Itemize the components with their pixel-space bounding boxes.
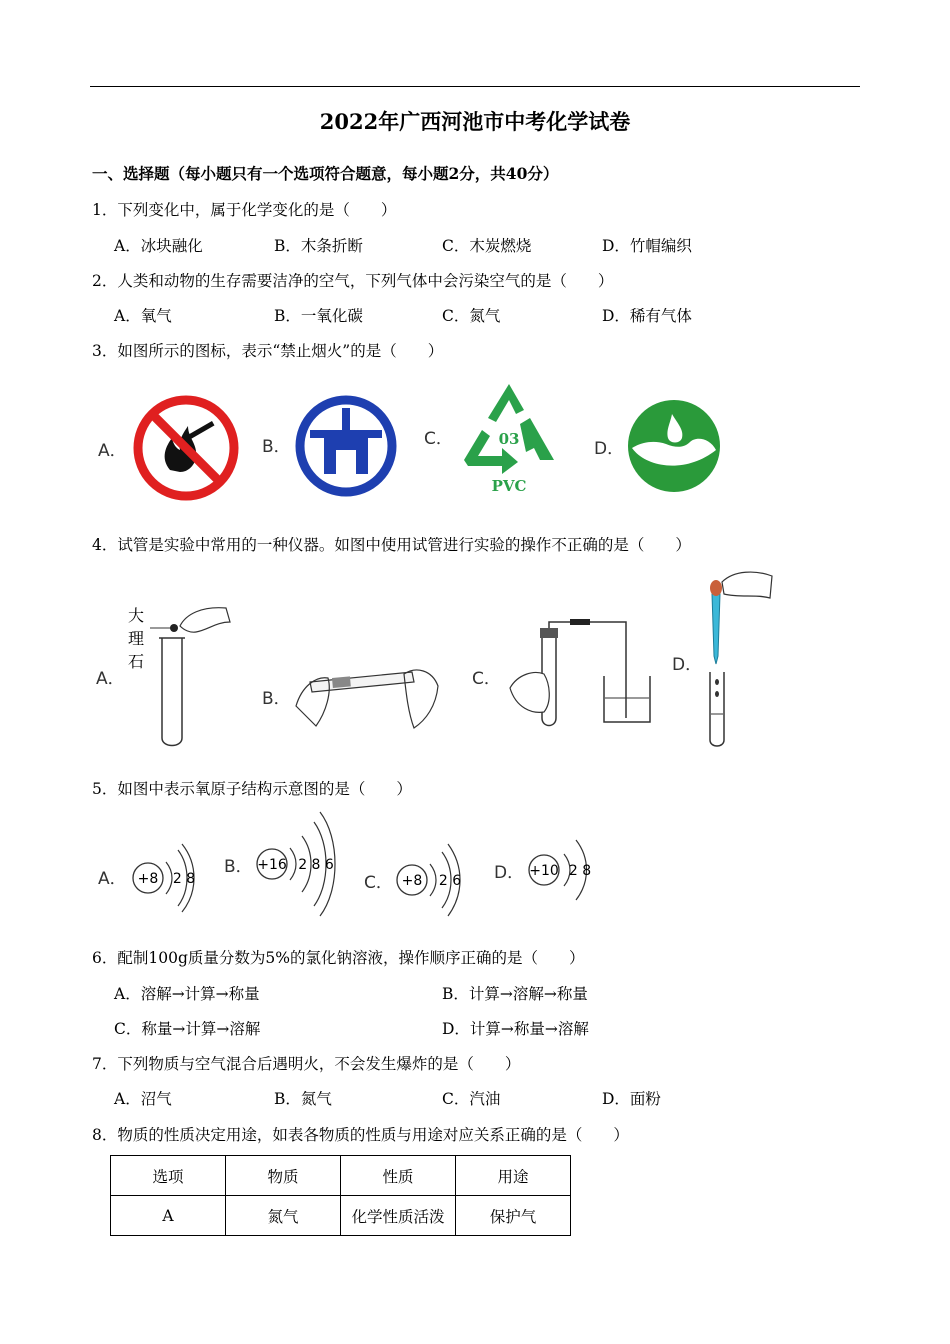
table-header-cell: 选项 (111, 1156, 226, 1196)
atom-a-nucleus: +8 (137, 871, 159, 887)
railway-logo-icon[interactable] (294, 394, 398, 498)
q4-label-c: C． (472, 669, 501, 689)
page-title: 2022年广西河池市中考化学试卷 (319, 109, 631, 134)
q2-option-b[interactable]: B．一氧化碳 (274, 307, 363, 325)
atom-diagram-d[interactable] (524, 826, 604, 914)
question-5-stem: 5．如图中表示氧原子结构示意图的是（ ） (92, 780, 412, 798)
q7-option-d[interactable]: D．面粉 (602, 1090, 661, 1108)
table-cell: 保护气 (456, 1196, 571, 1236)
q5-label-b: B． (224, 857, 253, 877)
q8-table (110, 1155, 571, 1236)
no-fire-sign-icon[interactable] (130, 392, 242, 504)
q7-option-b[interactable]: B．氮气 (274, 1090, 332, 1108)
q5-label-a: A． (98, 869, 127, 889)
q3-label-d: D． (594, 439, 625, 459)
question-6-stem: 6．配制100g质量分数为5%的氯化钠溶液，操作顺序正确的是（ ） (92, 949, 585, 967)
dropper-test-tube-figure[interactable] (700, 568, 776, 748)
q7-option-a[interactable]: A．沼气 (114, 1090, 172, 1108)
recycle-pvc-text: PVC (491, 477, 527, 495)
q3-label-a: A． (98, 441, 127, 461)
atom-diagram-a[interactable] (128, 834, 208, 922)
q1-option-a[interactable]: A．冰块融化 (114, 237, 203, 255)
q3-label-c: C． (424, 429, 453, 449)
table-cell: 化学性质活泼 (341, 1196, 456, 1236)
atom-c-nucleus: +8 (401, 873, 423, 889)
table-header-cell: 用途 (456, 1156, 571, 1196)
atom-diagram-c[interactable] (394, 836, 470, 924)
section-heading: 一、选择题（每小题只有一个选项符合题意，每小题2分，共40分） (92, 164, 559, 183)
table-header-cell: 性质 (341, 1156, 456, 1196)
q1-option-d[interactable]: D．竹帽编织 (602, 237, 692, 255)
atom-c-shells: 2 6 (438, 873, 462, 889)
table-cell: 氮气 (226, 1196, 341, 1236)
question-2-stem: 2．人类和动物的生存需要洁净的空气，下列气体中会污染空气的是（ ） (92, 272, 614, 290)
header-rule (90, 86, 860, 87)
table-header-row (111, 1156, 571, 1196)
q1-option-b[interactable]: B．木条折断 (274, 237, 363, 255)
q4-label-b: B． (262, 689, 291, 709)
q5-label-c: C． (364, 873, 393, 893)
q2-option-a[interactable]: A．氧气 (114, 307, 172, 325)
atom-d-shells: 2 8 (568, 863, 592, 879)
q4-label-a: A． (96, 669, 125, 689)
q3-label-b: B． (262, 437, 291, 457)
question-1-stem: 1．下列变化中，属于化学变化的是（ ） (92, 201, 397, 219)
table-cell: A (111, 1196, 226, 1236)
q4-label-d: D． (672, 655, 703, 675)
question-4-stem: 4．试管是实验中常用的一种仪器。如图中使用试管进行实验的操作不正确的是（ ） (92, 536, 691, 554)
atom-diagram-b[interactable] (254, 808, 340, 920)
atom-d-nucleus: +10 (529, 863, 559, 879)
recycle-symbol-icon[interactable] (454, 378, 564, 496)
table-row (111, 1196, 571, 1236)
q6-option-b[interactable]: B．计算→溶解→称量 (442, 985, 588, 1003)
airtightness-check-figure[interactable] (504, 618, 656, 730)
q5-label-d: D． (494, 863, 525, 883)
q2-option-c[interactable]: C．氮气 (442, 307, 501, 325)
atom-a-shells: 2 8 (172, 871, 196, 887)
q1-option-c[interactable]: C．木炭燃烧 (442, 237, 532, 255)
test-tube-marble-figure[interactable] (146, 600, 236, 750)
q7-option-c[interactable]: C．汽油 (442, 1090, 501, 1108)
recycle-code-text: 03 (498, 430, 520, 448)
marble-label: 大 理 石 (127, 606, 144, 671)
table-header-cell: 物质 (226, 1156, 341, 1196)
question-7-stem: 7．下列物质与空气混合后遇明火，不会发生爆炸的是（ ） (92, 1055, 521, 1073)
question-3-stem: 3．如图所示的图标，表示“禁止烟火”的是（ ） (92, 342, 444, 360)
q6-option-a[interactable]: A．溶解→计算→称量 (114, 985, 260, 1003)
heating-tube-figure[interactable] (292, 656, 442, 732)
atom-b-shells: 2 8 6 (298, 857, 334, 873)
water-saving-logo-icon[interactable] (626, 398, 722, 494)
q2-option-d[interactable]: D．稀有气体 (602, 307, 692, 325)
q6-option-d[interactable]: D．计算→称量→溶解 (442, 1020, 589, 1038)
atom-b-nucleus: +16 (257, 857, 287, 873)
q6-option-c[interactable]: C．称量→计算→溶解 (114, 1020, 261, 1038)
question-8-stem: 8．物质的性质决定用途，如表各物质的性质与用途对应关系正确的是（ ） (92, 1126, 629, 1144)
